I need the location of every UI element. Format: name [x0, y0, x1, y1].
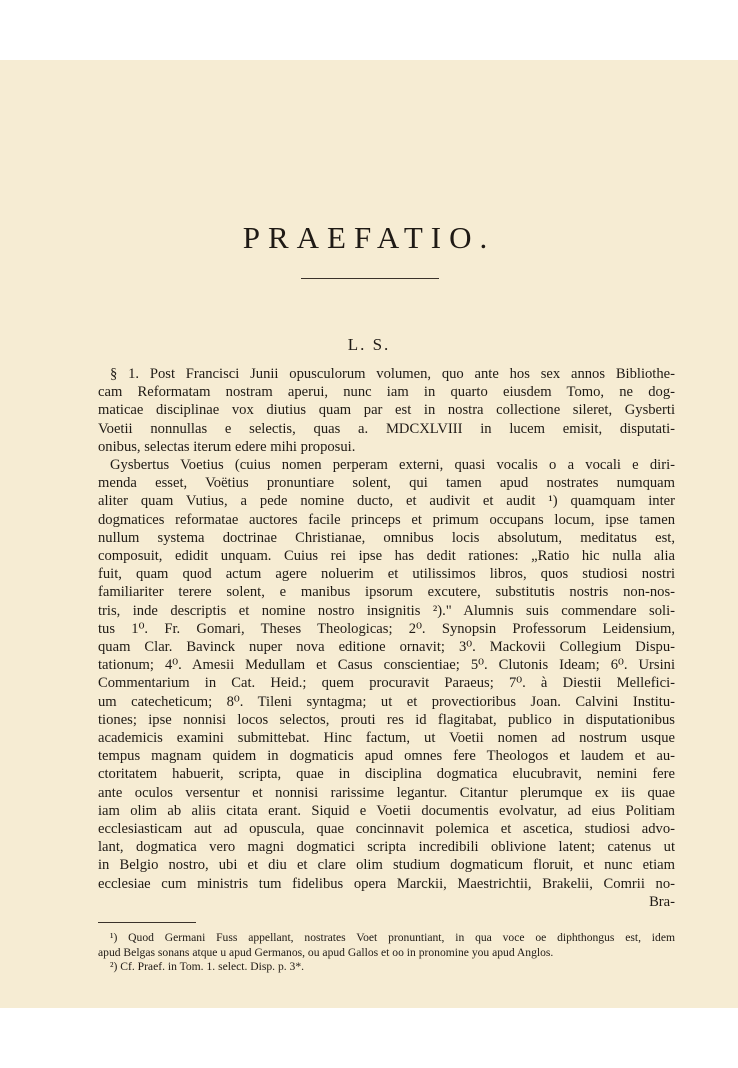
footnote-divider [98, 922, 196, 923]
text-line: Voetii nonnullas e selectis, quas a. MDCXLVIII in lucem emisit, disputati- [98, 420, 675, 437]
footnotes [98, 931, 675, 975]
text-line: maticae disciplinae vox diutius quam par est in nostra collectione sileret, Gysberti [98, 402, 675, 419]
text-line: academicis examini submittebat. Hinc factum, ut Voetii nomen ad nostrum usque [98, 730, 675, 747]
text-line: Gysbertus Voetius (cuius nomen perperam externi, quasi vocalis o a vocali e diri- [110, 457, 675, 474]
catchword: Bra- [649, 893, 675, 910]
text-line: composuit, edidit unquam. Cuius rei ipse has dedit rationes: „Ratio hic nulla alia [98, 548, 675, 565]
text-line: nullum systema doctrinae Christianae, omnibus locis absolutum, meditatus est, [98, 529, 675, 546]
text-line: menda esset, Voëtius pronuntiare solent, qui tamen apud nostrates numquam [98, 475, 675, 492]
text-line: um catecheticum; 8⁰. Tileni syntagma; ut et provectioribus Joan. Calvini Institu- [98, 693, 675, 710]
text-line: iam olim ab aliis citata erant. Siquid e Voetii documentis evolvatur, ad eius Politiam [98, 802, 675, 819]
text-line: Commentarium in Cat. Heid.; quem procuravit Paraeus; 7⁰. à Diestii Mellefici- [98, 675, 675, 692]
text-line: familiariter terere solent, e manibus ipsorum excutere, substitutis nostris non-nos- [98, 584, 675, 601]
text-line: fuit, quam quod actum agere noluerim et utilissimos libros, quos studiosi nostri [98, 566, 675, 583]
footnote-line: ²) Cf. Praef. in Tom. 1. select. Disp. p. 3*. [110, 960, 305, 973]
book-page [0, 60, 738, 1008]
footnote-line: apud Belgas sonans atque u apud Germanos, ou apud Gallos et oo in pronomine you apud Anglos. [98, 945, 554, 959]
page-title: PRAEFATIO. [242, 220, 496, 255]
text-line: ecclesiae cum ministris tum fidelibus opera Marckii, Maestrichtii, Brakelii, Comrii no- [98, 875, 675, 892]
text-line: tus 1⁰. Fr. Gomari, Theses Theologicas; 2⁰. Synopsin Professorum Leidensium, [98, 620, 675, 637]
body-text [98, 365, 675, 911]
text-line: in Belgio nostro, ubi et diu et clare olim studium dogmaticum floruit, et nunc etiam [98, 857, 675, 874]
text-line: ctoritatem habuerit, scripta, quae in disciplina dogmatica elucubravit, nemini fere [98, 766, 675, 783]
text-line: quam Clar. Bavinck nuper nova editione ornavit; 3⁰. Mackovii Collegium Dispu- [98, 639, 675, 656]
text-line: cam Reformatam nostram aperui, nunc iam in quarto eiusdem Tomo, ne dog- [98, 384, 675, 401]
text-line: ecclesiasticam aut ad opuscula, quae concinnavit polemica et ascetica, studiosi advo- [98, 821, 675, 838]
text-line: lant, dogmatica vero magni dogmatici scripta incredibili oblivione latent; catenus ut [98, 839, 675, 856]
text-line: aliter quam Vutius, a pede nomine ducto, et audivit et audit ¹) quamquam inter [98, 493, 675, 510]
salutation: L. S. [347, 335, 391, 354]
text-line: tiones; ipse nonnisi locos selectos, prouti res id flagitabat, publico in disputationibus [98, 711, 675, 728]
text-line: onibus, selectas iterum edere mihi proposui. [98, 438, 356, 455]
text-line: ante oculos versentur et nonnisi rarissime legantur. Citantur plerumque ex iis quae [98, 784, 675, 801]
footnote-line: ¹) Quod Germani Fuss appellant, nostrates Voet pronuntiant, in qua voce oe diphthongus est, idem [110, 931, 675, 944]
title-divider [301, 278, 439, 279]
text-line: tationum; 4⁰. Amesii Medullam et Casus conscientiae; 5⁰. Clutonis Ideam; 6⁰. Ursini [98, 657, 675, 674]
text-line: tris, inde descriptis et nomine nostro insignitis ²)." Alumnis suis commendare soli- [98, 602, 675, 619]
text-line: dogmatices reformatae auctores facile princeps et primum occupans locum, ipse tamen [98, 511, 675, 528]
text-line: tempus magnam quidem in dogmaticis apud omnes fere Theologos et laudem et au- [98, 748, 675, 765]
text-line: § 1. Post Francisci Junii opusculorum volumen, quo ante hos sex annos Bibliothe- [110, 366, 675, 382]
